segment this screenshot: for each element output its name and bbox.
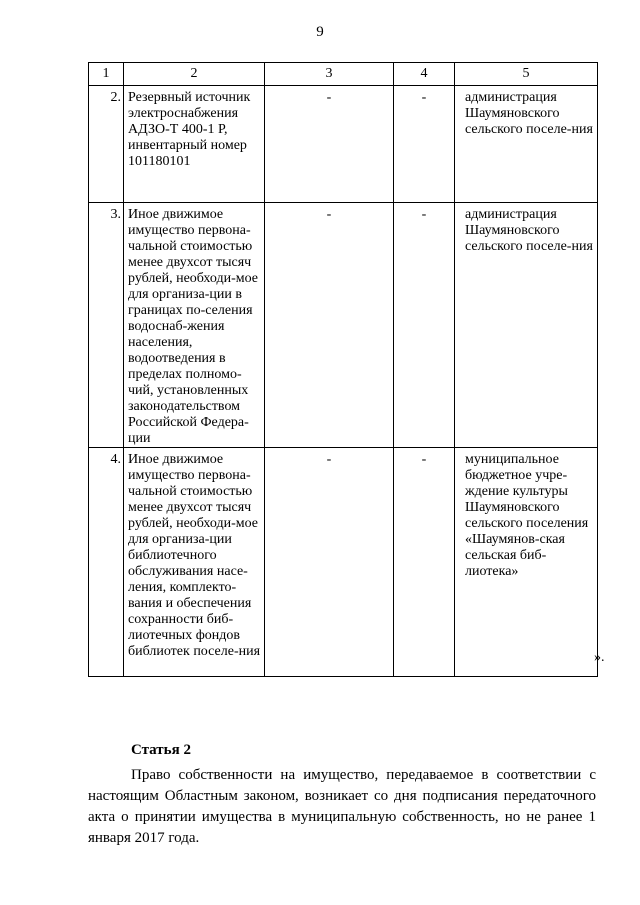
column-3-value: - <box>265 86 394 203</box>
page-number: 9 <box>316 24 324 40</box>
table-row <box>89 86 598 203</box>
article-text: Право собственности на имущество, передаваемое в соответствии с настоящим Областным законом, возникает со дня подписания передаточного акта о принятии имущества в муниципальную собственность, но не ранее 1 января 2017 года. <box>88 767 596 846</box>
table-row <box>89 203 598 448</box>
header-cell-1: 1 <box>89 63 124 86</box>
property-name: Резервный источник электроснабжения АДЗО-Т 400-1 Р, инвентарный номер 101180101 <box>124 86 265 203</box>
column-3-value: - <box>265 448 394 677</box>
property-name: Иное движимое имущество первона-чальной стоимостью менее двухсот тысяч рублей, необходи-мое для организа-ции в границах по-селения водоснаб-жения населения, водоотведения в пределах полномо-чий, установленных законодательством Российской Федера-ции <box>124 203 265 448</box>
property-name: Иное движимое имущество первона-чальной стоимостью менее двухсот тысяч рублей, необходи-мое для организа-ции библиотечного обслуживания насе-ления, комплекто-вания и обеспечения сохранности биб-лиотечных фондов библиотек поселе-ния <box>124 448 265 677</box>
header-cell-4: 4 <box>394 63 455 86</box>
article-title: Статья 2 <box>131 742 191 758</box>
row-number: 3. <box>89 203 124 448</box>
column-4-value: - <box>394 203 455 448</box>
table-header-row <box>89 63 598 86</box>
header-cell-5: 5 <box>455 63 598 86</box>
closing-quote: ». <box>594 650 605 665</box>
column-3-value: - <box>265 203 394 448</box>
row-number: 4. <box>89 448 124 677</box>
column-4-value: - <box>394 86 455 203</box>
property-table <box>88 62 598 677</box>
header-cell-3: 3 <box>265 63 394 86</box>
property-owner: администрация Шаумяновского сельского поселе-ния <box>455 86 598 203</box>
column-4-value: - <box>394 448 455 677</box>
property-owner: администрация Шаумяновского сельского поселе-ния <box>455 203 598 448</box>
table-row <box>89 448 598 677</box>
row-number: 2. <box>89 86 124 203</box>
property-owner: муниципальное бюджетное учре-ждение культуры Шаумяновского сельского поселения «Шаумянов-ская сельская биб-лиотека» <box>455 448 598 677</box>
header-cell-2: 2 <box>124 63 265 86</box>
